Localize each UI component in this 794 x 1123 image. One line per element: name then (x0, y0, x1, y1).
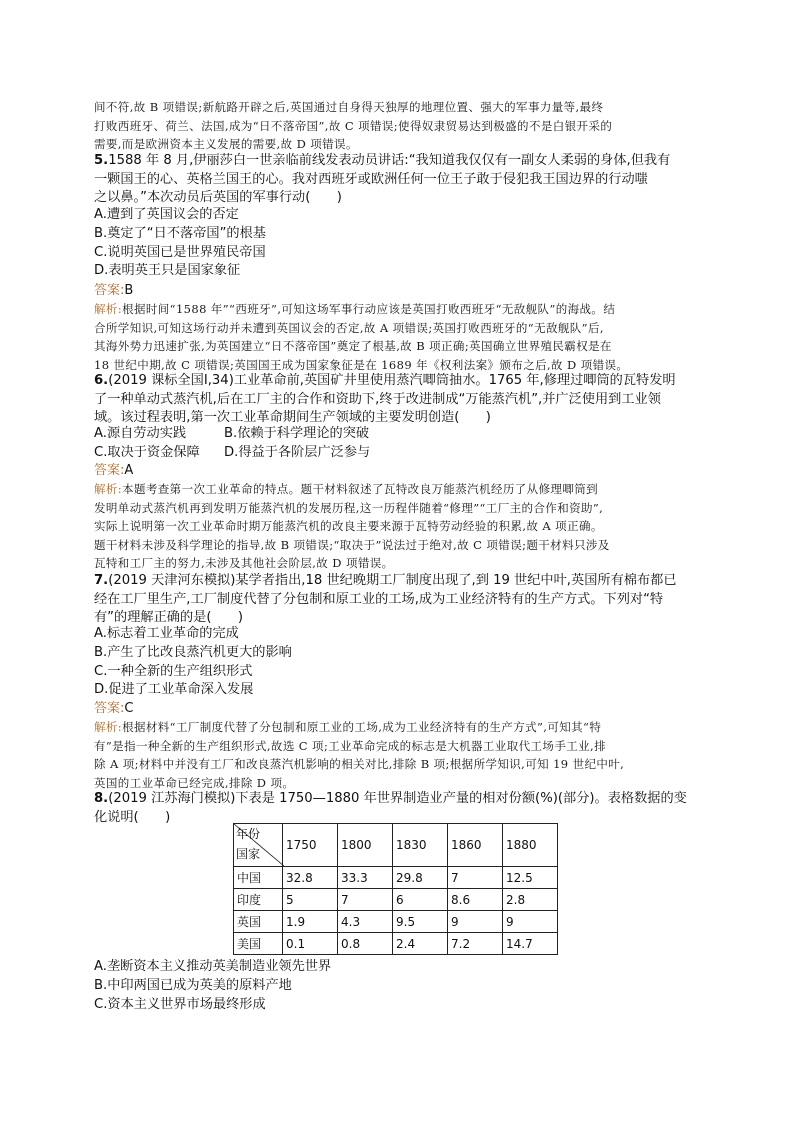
table-cell: 8.6 (448, 889, 503, 911)
explanation-5: 解析:根据时间“1588 年”“西班牙”,可知这场军事行动应该是英国打败西班牙“无敌舰队”的海战。结 合所学知识,可知这场行动并未遭到英国议会的否定,故 A 项错误;英国打败西班牙的“无敌舰队”后, 其海外势力迅速扩张,为英国建立“日不落帝国”奠定了根基,故 B 项正确;英国确立世界殖民霸权是在 18 世纪中期,故 C 项错误;英国国王成为国家象征是在 1689 年《权利法案》颁布之后,故 D 项错误。 (94, 300, 706, 374)
corner-label-country: 国家 (236, 847, 261, 861)
question-line: 有”的理解正确的是( ) (94, 610, 243, 626)
option-c: C.资本主义世界市场最终形成 (94, 996, 266, 1012)
table-cell: 9 (503, 911, 558, 933)
answer-value: B (124, 283, 134, 298)
question-5 (94, 152, 706, 208)
table-cell: 32.8 (283, 867, 338, 889)
option-c: C.说明英国已是世界殖民帝国 (94, 244, 266, 260)
question-8: 8.(2019 江苏海门模拟)下表是 1750—1880 年世界制造业产量的相对份额(%)(部分)。表格数据的变 化说明( ) (94, 790, 706, 827)
text-line: 18 世纪中期,故 C 项错误;英国国王成为国家象征是在 1689 年《权利法案》颁布之后,故 D 项错误。 (94, 357, 629, 372)
answer-label: 答案: (94, 701, 125, 716)
option-a: A.垄断资本主义推动英美制造业领先世界 (94, 959, 332, 974)
text-line: 间不符,故 B 项错误;新航路开辟之后,英国通过自身得天独厚的地理位置、强大的军事力量等,最终 (94, 100, 604, 114)
table-cell: 7 (338, 889, 393, 911)
question-8-options (94, 958, 706, 1014)
option-a: A.遭到了英国议会的否定 (94, 207, 239, 222)
explanation-label: 解析: (94, 720, 123, 734)
table-cell: 5 (283, 889, 338, 911)
question-number: 5. (94, 153, 109, 168)
question-line: 化说明( ) (94, 809, 171, 825)
intro-explanation (94, 98, 706, 154)
question-6-options (94, 425, 706, 463)
table-cell: 9 (448, 911, 503, 933)
table-cell: 12.5 (503, 867, 558, 889)
table-cell: 1.9 (283, 911, 338, 933)
table-row (234, 867, 558, 889)
option-a: A.源自劳动实践 (94, 426, 187, 441)
table-cell-country: 英国 (234, 911, 283, 933)
table-header-row (234, 824, 558, 867)
option-d: D.促进了工业革命深入发展 (94, 682, 254, 698)
manufacturing-share-table (233, 823, 558, 955)
question-line: 5.1588 年 8 月,伊丽莎白一世亲临前线发表动员讲话:“我知道我仅仅有一副女人柔弱的身体,但我有 (94, 153, 671, 168)
table-cell-country: 中国 (234, 867, 283, 889)
question-line: 经在工厂里生产,工厂制度代替了分包制和原工业的工场,成为工业经济特有的生产方式。下列对“特 (94, 591, 664, 607)
table-header-year: 1800 (338, 824, 393, 867)
question-5-options (94, 206, 706, 281)
answer-5 (94, 282, 706, 300)
question-number: 7. (94, 573, 109, 588)
text-line: 需要,而是欧洲资本主义发展的需要,故 D 项错误。 (94, 137, 358, 151)
answer-label: 答案: (94, 463, 125, 478)
option-c: C.取决于资金保障 (94, 444, 200, 460)
table-header-year: 1830 (393, 824, 448, 867)
answer-label: 答案: (94, 283, 125, 298)
table-cell: 9.5 (393, 911, 448, 933)
text-line: 题干材料未涉及科学理论的指导,故 B 项错误;“取决于”说法过于绝对,故 C 项错误;题干材料只涉及 (94, 537, 610, 552)
table-cell: 2.4 (393, 933, 448, 955)
text-line: 瓦特和工厂主的努力,未涉及其他社会阶层,故 D 项错误。 (94, 556, 394, 570)
question-6: 6.(2019 课标全国Ⅰ,34)工业革命前,英国矿井里使用蒸汽唧筒抽水。1765 年,修理过唧筒的瓦特发明 了一种单动式蒸汽机,后在工厂主的合作和资助下,终于改进制成“万能蒸汽机”,并广泛使用到工业领 域。该过程表明,第一次工业革命期间生产领域的主要发明创造( ) (94, 372, 706, 428)
option-b: B.奠定了“日不落帝国”的根基 (94, 225, 266, 241)
question-line: 域。该过程表明,第一次工业革命期间生产领域的主要发明创造( ) (94, 410, 491, 426)
table-cell: 7.2 (448, 933, 503, 955)
table-header-year: 1860 (448, 824, 503, 867)
answer-7 (94, 700, 706, 718)
question-line: 了一种单动式蒸汽机,后在工厂主的合作和资助下,终于改进制成“万能蒸汽机”,并广泛使用到工业领 (94, 391, 661, 407)
text-line: 实际上说明第一次工业革命时期万能蒸汽机的改良主要来源于瓦特劳动经验的积累,故 A 项正确。 (94, 519, 603, 533)
text-line: 其海外势力迅速扩张,为英国建立“日不落帝国”奠定了根基,故 B 项正确;英国确立世界殖民霸权是在 (94, 339, 612, 353)
option-b: B.中印两国已成为英美的原料产地 (94, 977, 292, 993)
option-c: C.一种全新的生产组织形式 (94, 663, 253, 679)
option-a: A.标志着工业革命的完成 (94, 626, 239, 641)
text-line: 打败西班牙、荷兰、法国,成为“日不落帝国”,故 C 项错误;使得奴隶贸易达到极盛的不是白银开采的 (94, 118, 613, 133)
answer-6 (94, 462, 706, 480)
table-row (234, 889, 558, 911)
table-cell: 29.8 (393, 867, 448, 889)
option-d: D.表明英王只是国家象征 (94, 263, 241, 279)
answer-value: A (124, 463, 134, 478)
table-cell: 0.1 (283, 933, 338, 955)
table-cell: 4.3 (338, 911, 393, 933)
table-row (234, 911, 558, 933)
table-cell: 7 (448, 867, 503, 889)
answer-value: C (124, 701, 134, 716)
question-line: 一颗国王的心、英格兰国王的心。我对西班牙或欧洲任何一位王子敢于侵犯我王国边界的行动嗤 (94, 171, 648, 187)
explanation-label: 解析: (94, 302, 123, 316)
question-7-options (94, 625, 706, 700)
table-cell: 6 (393, 889, 448, 911)
question-line: 之以鼻。”本次动员后英国的军事行动( ) (94, 190, 342, 206)
table-cell: 0.8 (338, 933, 393, 955)
text-line: 有”是指一种全新的生产组织形式,故选 C 项;工业革命完成的标志是大机器工业取代工场手工业,排 (94, 738, 606, 753)
question-number: 6. (94, 373, 109, 388)
text-line: 发明单动式蒸汽机再到发明万能蒸汽机的发展历程,这一历程伴随着“修理”“工厂主的合作和资助”, (94, 500, 604, 515)
option-b: B.依赖于科学理论的突破 (224, 426, 370, 441)
option-b: B.产生了比改良蒸汽机更大的影响 (94, 644, 292, 660)
table-cell: 33.3 (338, 867, 393, 889)
question-7: 7.(2019 天津河东模拟)某学者指出,18 世纪晚期工厂制度出现了,到 19 世纪中叶,英国所有棉布都已 经在工厂里生产,工厂制度代替了分包制和原工业的工场,成为工业经济特有的生产方式。下列对“特 有”的理解正确的是( ) (94, 572, 706, 628)
table-cell: 2.8 (503, 889, 558, 911)
question-number: 8. (94, 791, 109, 806)
text-line: 除 A 项;材料中并没有工厂和改良蒸汽机影响的相关对比,排除 B 项;根据所学知识,可知 19 世纪中叶, (94, 757, 625, 771)
explanation-7: 解析:根据材料“工厂制度代替了分包制和原工业的工场,成为工业经济特有的生产方式”,可知其“特 有”是指一种全新的生产组织形式,故选 C 项;工业革命完成的标志是大机器工业取代工场手工业,排 除 A 项;材料中并没有工厂和改良蒸汽机影响的相关对比,排除 B 项;根据所学知识,可知 19 世纪中叶, 英国的工业革命已经完成,排除 D 项。 (94, 718, 706, 792)
table-header-year: 1750 (283, 824, 338, 867)
text-line: 合所学知识,可知这场行动并未遭到英国议会的否定,故 A 项错误;英国打败西班牙的“无敌舰队”后, (94, 320, 604, 335)
table-cell: 14.7 (503, 933, 558, 955)
text-line: 英国的工业革命已经完成,排除 D 项。 (94, 775, 295, 790)
corner-label-year: 年份 (236, 827, 261, 841)
table-cell-country: 印度 (234, 889, 283, 911)
explanation-label: 解析: (94, 482, 123, 496)
explanation-6: 解析:本题考查第一次工业革命的特点。题干材料叙述了瓦特改良万能蒸汽机经历了从修理唧筒到 发明单动式蒸汽机再到发明万能蒸汽机的发展历程,这一历程伴随着“修理”“工厂主的合作和资助”, 实际上说明第一次工业革命时期万能蒸汽机的改良主要来源于瓦特劳动经验的积累,故 A 项正确。 题干材料未涉及科学理论的指导,故 B 项错误;“取决于”说法过于绝对,故 C 项错误;题干材料只涉及 瓦特和工厂主的努力,未涉及其他社会阶层,故 D 项错误。 (94, 480, 706, 573)
table-row (234, 933, 558, 955)
table-header-year: 1880 (503, 824, 558, 867)
table-cell-country: 美国 (234, 933, 283, 955)
table-corner-cell (234, 824, 283, 867)
option-d: D.得益于各阶层广泛参与 (224, 444, 371, 460)
